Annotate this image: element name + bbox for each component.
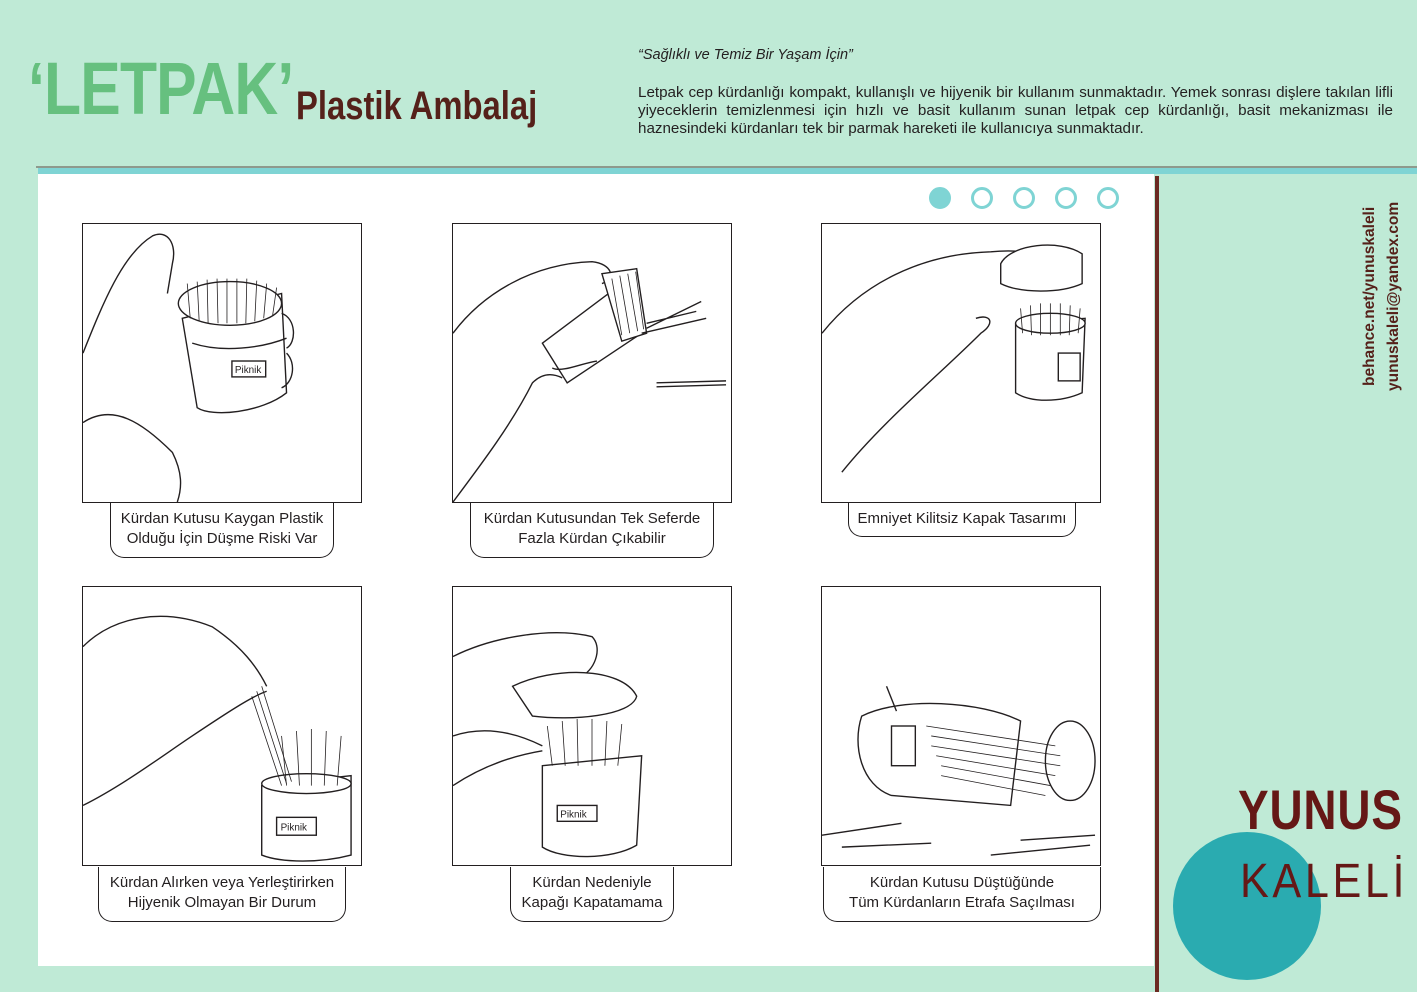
svg-text:Piknik: Piknik bbox=[280, 822, 308, 834]
caption-line: Kürdan Kutusundan Tek Seferde bbox=[483, 510, 701, 527]
caption-line: Kürdan Kutusu Düştüğünde bbox=[869, 874, 1055, 891]
email-link[interactable]: yunuskaleli@yandex.com bbox=[1385, 201, 1402, 391]
caption-line: Emniyet Kilitsiz Kapak Tasarımı bbox=[857, 510, 1067, 527]
fingers-picking-toothpick-icon bbox=[83, 587, 361, 865]
caption-line: Olduğu İçin Düşme Riski Var bbox=[126, 530, 318, 547]
hand-lifting-lid-icon bbox=[822, 224, 1100, 502]
caption-line: Fazla Kürdan Çıkabilir bbox=[518, 530, 666, 547]
page-subtitle: Plastik Ambalaj bbox=[296, 84, 538, 128]
caption-card-5 bbox=[510, 867, 674, 922]
caption-card-4 bbox=[98, 867, 346, 922]
sidebar-divider bbox=[1155, 176, 1159, 992]
caption-line: Kapağı Kapatamama bbox=[521, 894, 663, 911]
illustration-card-2 bbox=[452, 223, 732, 503]
caption-line: Tüm Kürdanların Etrafa Saçılması bbox=[849, 894, 1075, 911]
author-last-name: KALELİ bbox=[1240, 855, 1409, 908]
caption-line: Kürdan Alırken veya Yerleştirirken bbox=[109, 874, 335, 891]
caption-card-2 bbox=[470, 503, 714, 558]
page-dot-2[interactable] bbox=[971, 187, 993, 209]
illustration-card-3 bbox=[821, 223, 1101, 503]
tagline: “Sağlıklı ve Temiz Bir Yaşam İçin” bbox=[638, 47, 853, 63]
hand-holding-box-icon bbox=[83, 224, 361, 502]
hand-pressing-lid-icon bbox=[453, 587, 731, 865]
caption-card-3 bbox=[848, 503, 1076, 537]
svg-text:Piknik: Piknik bbox=[234, 364, 262, 376]
hand-tilting-box-icon bbox=[453, 224, 731, 502]
caption-card-1 bbox=[110, 503, 334, 558]
description-text: Letpak cep kürdanlığı kompakt, kullanışlı ve hijyenik bir kullanım sunmaktadır. Yemek sonrası dişlere takılan lifli yiyeceklerin temizlenmesi için hızlı ve basit kullanım sunan letpak cep kürdanlığı, basit mekanizması ile haznesindeki kürdanları tek bir parmak hareketi ile kullanıcıya sunmaktadır. bbox=[638, 84, 1393, 137]
caption-line: Kürdan Kutusu Kaygan Plastik bbox=[120, 510, 324, 527]
fallen-box-icon bbox=[822, 587, 1100, 865]
illustration-card-6 bbox=[821, 586, 1101, 866]
author-first-name: YUNUS bbox=[1238, 778, 1403, 841]
page-dot-4[interactable] bbox=[1055, 187, 1077, 209]
illustration-card-4 bbox=[82, 586, 362, 866]
page-dot-1[interactable] bbox=[929, 187, 951, 209]
page-title: ‘LETPAK’ bbox=[28, 47, 294, 130]
pagination-dots bbox=[929, 187, 1119, 209]
page-dot-5[interactable] bbox=[1097, 187, 1119, 209]
caption-line: Hijyenik Olmayan Bir Durum bbox=[127, 894, 317, 911]
illustration-card-1 bbox=[82, 223, 362, 503]
caption-card-6 bbox=[823, 867, 1101, 922]
caption-line: Kürdan Nedeniyle bbox=[532, 874, 652, 891]
svg-text:Piknik: Piknik bbox=[560, 809, 587, 821]
behance-link[interactable]: behance.net/yunuskaleli bbox=[1361, 206, 1378, 386]
illustration-card-5 bbox=[452, 586, 732, 866]
page-dot-3[interactable] bbox=[1013, 187, 1035, 209]
